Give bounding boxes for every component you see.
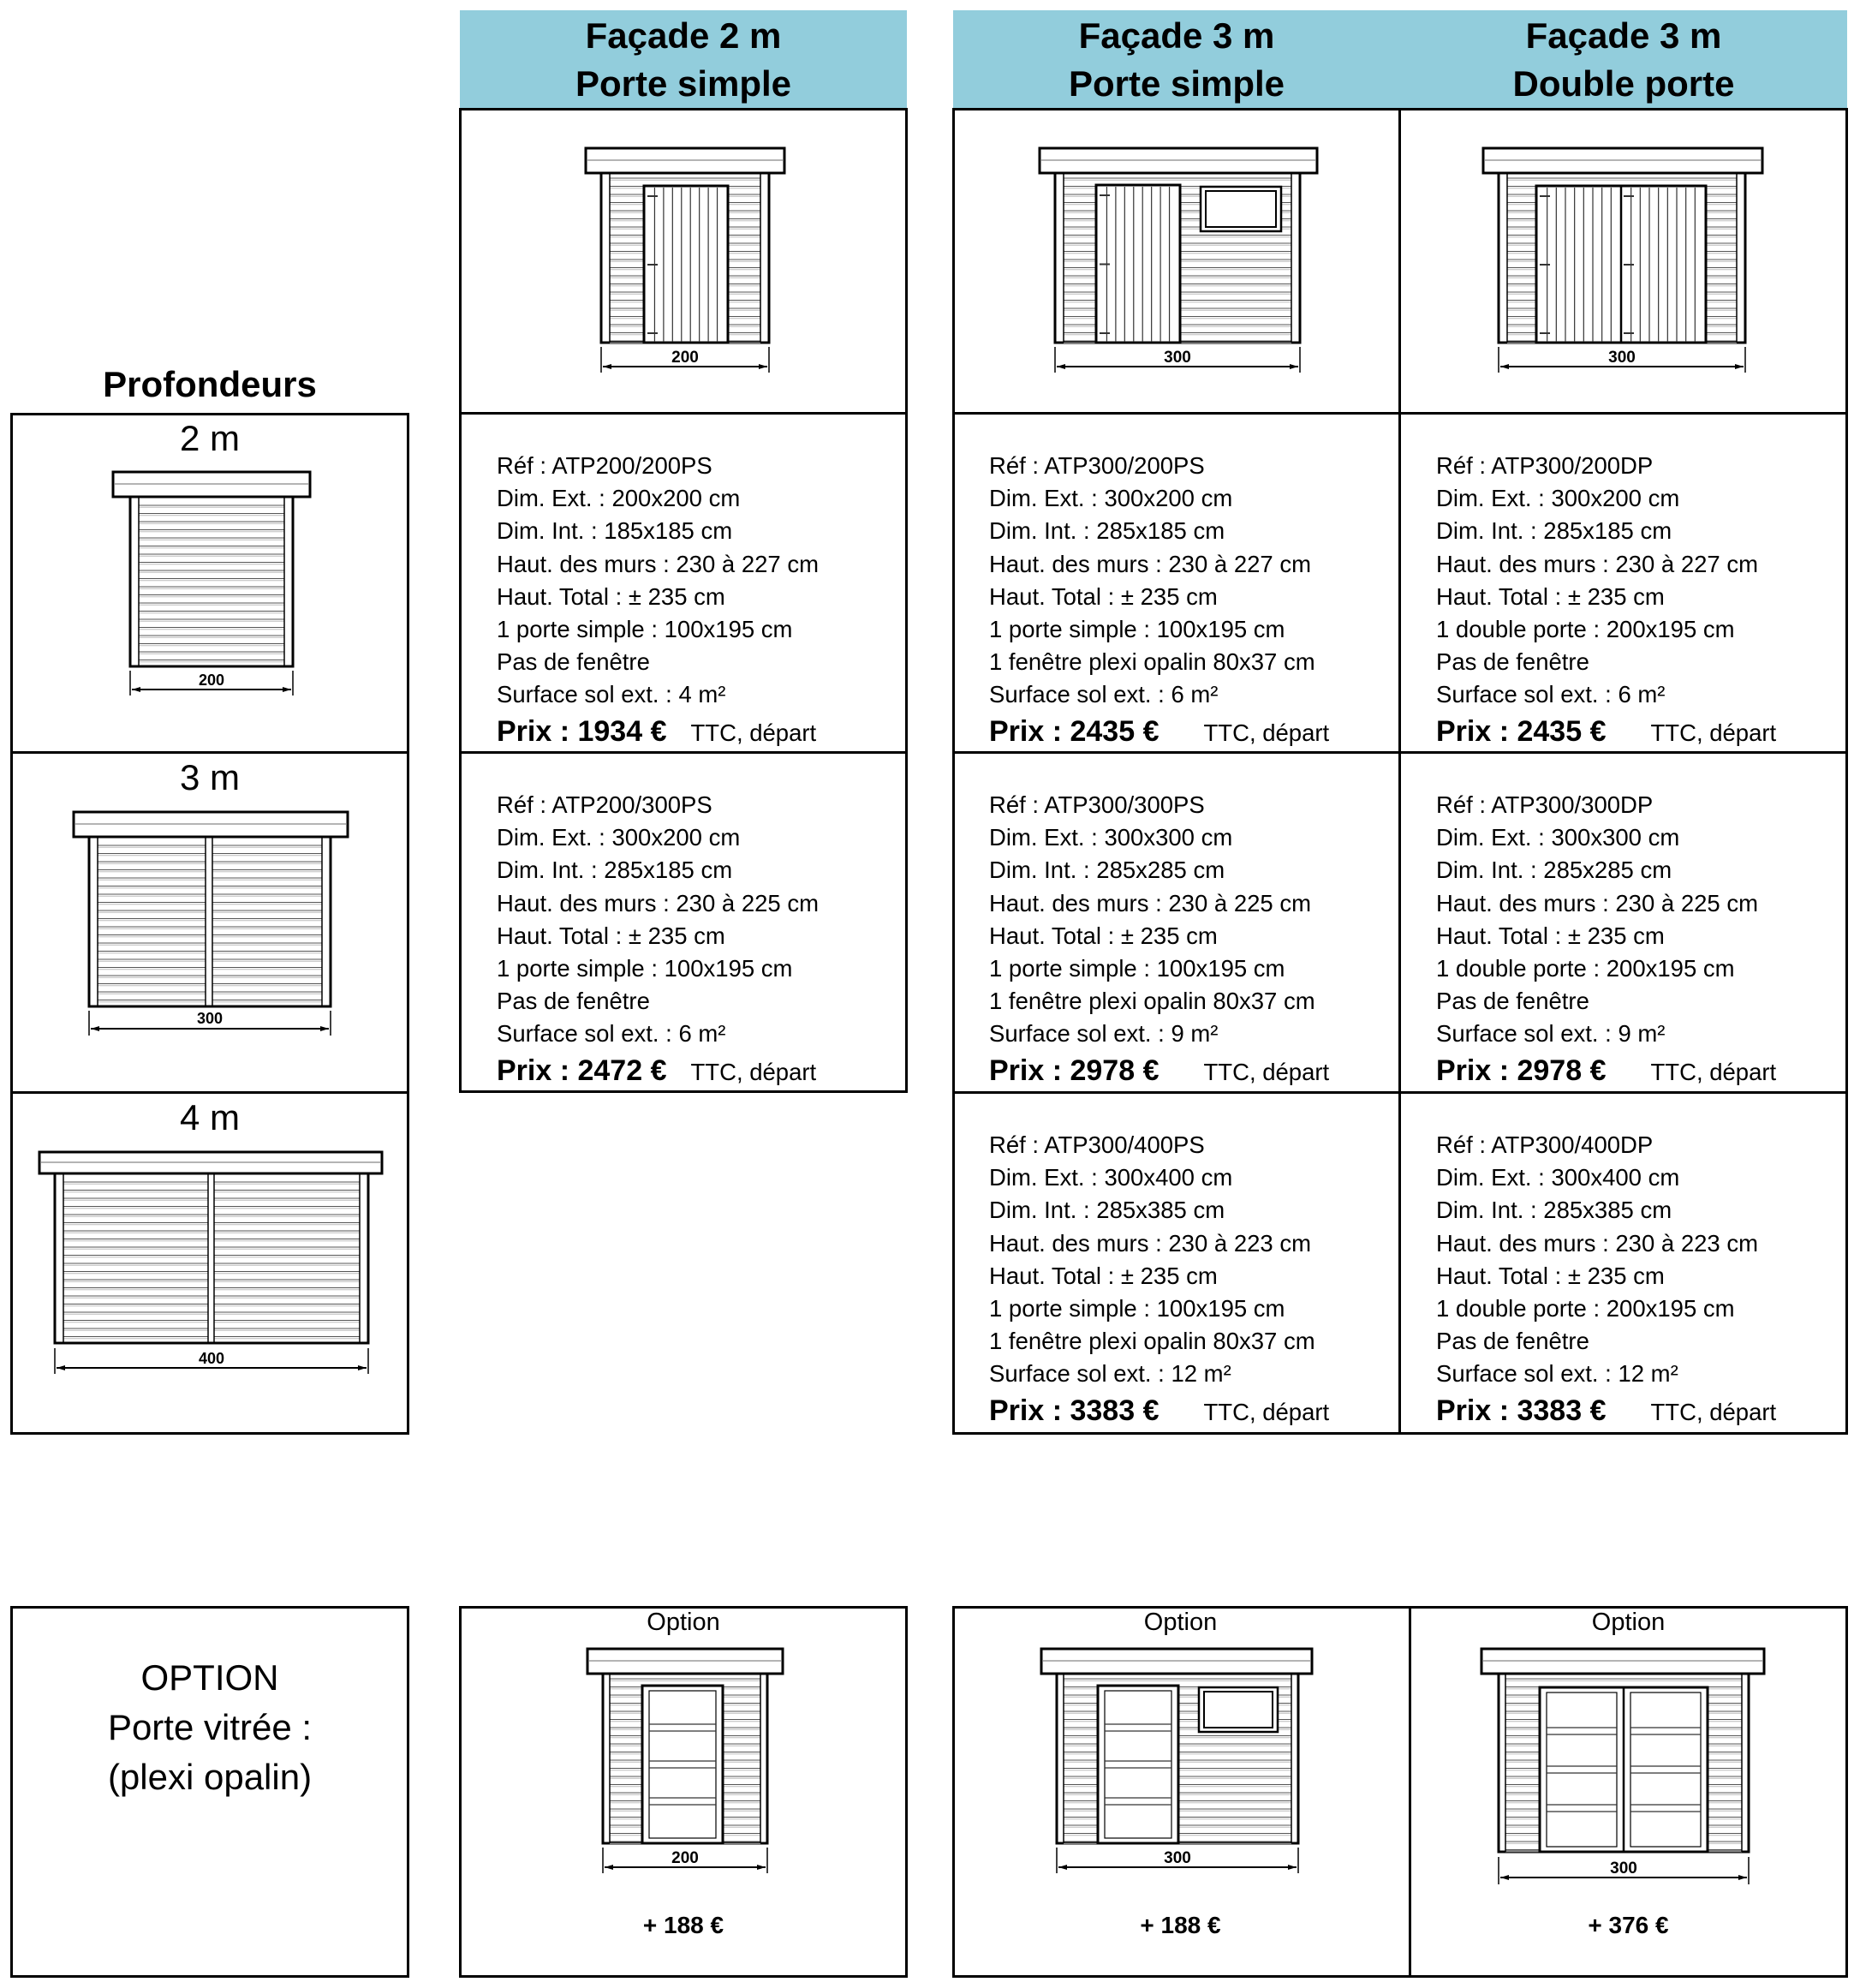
- spec-total-height: Haut. Total : ± 235 cm: [989, 922, 1218, 949]
- spec-total-height: Haut. Total : ± 235 cm: [1436, 922, 1665, 949]
- product-card-atp200-300ps: [497, 789, 819, 1089]
- option-svg: [1478, 1646, 1769, 1890]
- price-line: [497, 715, 819, 749]
- spec-total-height: Haut. Total : ± 235 cm: [497, 922, 725, 949]
- spec-wall-height: Haut. des murs : 230 à 223 cm: [1436, 1229, 1759, 1257]
- price: Prix : 2435 €: [1436, 714, 1607, 748]
- column-header-line1: Façade 3 m: [1078, 15, 1275, 56]
- spec-reference: Réf : ATP300/300DP: [1436, 791, 1654, 818]
- row-divider: [10, 751, 409, 754]
- option-title: Option: [1143, 1609, 1218, 1636]
- option-svg: [584, 1646, 790, 1882]
- option-svg: [1038, 1646, 1320, 1882]
- column-divider: [1398, 108, 1401, 1435]
- spec-floor-surface: Surface sol ext. : 6 m²: [1436, 681, 1666, 708]
- dimension-label: 300: [1164, 1849, 1191, 1867]
- facade-svg: [582, 146, 788, 381]
- spec-wall-height: Haut. des murs : 230 à 225 cm: [1436, 889, 1759, 916]
- product-card-atp300-300ps: [989, 789, 1329, 1089]
- depth-label-4m: 4 m: [179, 1097, 240, 1137]
- depths-title: Profondeurs: [103, 364, 317, 404]
- spec-floor-surface: Surface sol ext. : 9 m²: [1436, 1020, 1666, 1048]
- price-line: [989, 1394, 1329, 1429]
- spec-door: 1 porte simple : 100x195 cm: [497, 616, 793, 643]
- row-divider: [459, 412, 908, 415]
- side-view-svg: [111, 469, 317, 701]
- spec-window: 1 fenêtre plexi opalin 80x37 cm: [989, 648, 1315, 676]
- column-header-facade-3m-double-porte: [1400, 10, 1847, 109]
- option-label: [10, 1653, 409, 1802]
- spec-door: 1 porte simple : 100x195 cm: [989, 616, 1285, 643]
- row-divider: [459, 751, 908, 754]
- row-divider: [10, 1091, 409, 1094]
- spec-reference: Réf : ATP300/400PS: [989, 1131, 1205, 1158]
- spec-wall-height: Haut. des murs : 230 à 225 cm: [497, 889, 820, 916]
- product-card-atp300-400ps: [989, 1129, 1329, 1429]
- column-header-line2: Double porte: [1512, 63, 1735, 104]
- spec-floor-surface: Surface sol ext. : 9 m²: [989, 1020, 1219, 1048]
- spec-dim-int: Dim. Int. : 285x385 cm: [1436, 1197, 1672, 1224]
- row-divider: [952, 412, 1848, 415]
- option-price: + 376 €: [1588, 1912, 1669, 1938]
- spec-door: 1 porte simple : 100x195 cm: [989, 1295, 1285, 1322]
- side-view-svg: [36, 1149, 387, 1381]
- spec-floor-surface: Surface sol ext. : 12 m²: [989, 1360, 1231, 1388]
- price: Prix : 2978 €: [989, 1054, 1159, 1087]
- price: Prix : 3383 €: [989, 1394, 1159, 1427]
- price-note: TTC, départ: [690, 1058, 817, 1085]
- spec-dim-int: Dim. Int. : 285x385 cm: [989, 1197, 1225, 1224]
- spec-dim-ext: Dim. Ext. : 300x300 cm: [989, 824, 1233, 851]
- spec-floor-surface: Surface sol ext. : 6 m²: [989, 681, 1219, 708]
- spec-window: Pas de fenêtre: [497, 648, 650, 676]
- dimension-label: 300: [1610, 1860, 1637, 1878]
- price-note: TTC, départ: [690, 719, 817, 746]
- price-note: TTC, départ: [1203, 1398, 1330, 1425]
- facade-drawing-2m-porte-simple: [582, 146, 788, 381]
- option-price: + 188 €: [642, 1912, 724, 1938]
- spec-window: Pas de fenêtre: [1436, 988, 1589, 1015]
- dimension-label: 200: [198, 672, 225, 689]
- price: Prix : 3383 €: [1436, 1394, 1607, 1427]
- side-view-drawing-4m: [36, 1149, 387, 1381]
- product-card-atp300-300dp: [1436, 789, 1776, 1089]
- price: Prix : 1934 €: [497, 714, 667, 748]
- side-view-drawing-2m: [111, 469, 317, 701]
- price: Prix : 2435 €: [989, 714, 1159, 748]
- product-card-atp300-400dp: [1436, 1129, 1776, 1429]
- option-label-line3: (plexi opalin): [107, 1757, 313, 1797]
- price-line: [989, 715, 1329, 749]
- price-line: [989, 1054, 1329, 1089]
- spec-dim-int: Dim. Int. : 285x185 cm: [497, 857, 733, 884]
- spec-reference: Réf : ATP300/200PS: [989, 452, 1205, 479]
- spec-total-height: Haut. Total : ± 235 cm: [1436, 582, 1665, 610]
- spec-reference: Réf : ATP300/400DP: [1436, 1131, 1654, 1158]
- spec-floor-surface: Surface sol ext. : 12 m²: [1436, 1360, 1678, 1388]
- option-drawing-3m-double-porte-vitree: [1478, 1646, 1769, 1890]
- column-header-line2: Porte simple: [575, 63, 792, 104]
- facade-svg: [1036, 146, 1319, 381]
- dimension-label: 200: [671, 349, 699, 367]
- facade-drawing-3m-porte-simple: [1036, 146, 1319, 381]
- spec-door: 1 double porte : 200x195 cm: [1436, 955, 1735, 982]
- column-header-line2: Porte simple: [1068, 63, 1285, 104]
- option-drawing-2m-porte-vitree: [584, 1646, 790, 1882]
- spec-dim-ext: Dim. Ext. : 300x200 cm: [497, 824, 741, 851]
- spec-dim-ext: Dim. Ext. : 300x400 cm: [1436, 1164, 1680, 1191]
- dimension-label: 200: [671, 1849, 699, 1867]
- price-line: [1436, 715, 1776, 749]
- price-note: TTC, départ: [1650, 719, 1777, 746]
- spec-window: 1 fenêtre plexi opalin 80x37 cm: [989, 988, 1315, 1015]
- column-header-facade-2m-porte-simple: [460, 10, 907, 109]
- price-line: [497, 1054, 819, 1089]
- spec-dim-ext: Dim. Ext. : 300x400 cm: [989, 1164, 1233, 1191]
- price-note: TTC, départ: [1650, 1398, 1777, 1425]
- spec-dim-int: Dim. Int. : 185x185 cm: [497, 517, 733, 545]
- spec-wall-height: Haut. des murs : 230 à 227 cm: [497, 550, 820, 577]
- option-label-line2: Porte vitrée :: [107, 1707, 313, 1747]
- spec-floor-surface: Surface sol ext. : 6 m²: [497, 1020, 726, 1048]
- option-label-line1: OPTION: [140, 1657, 279, 1698]
- price: Prix : 2472 €: [497, 1054, 667, 1087]
- dimension-label: 300: [196, 1010, 224, 1027]
- facade-svg: [1480, 146, 1767, 381]
- column-header-facade-3m-porte-simple: [953, 10, 1400, 109]
- price-note: TTC, départ: [1203, 1058, 1330, 1085]
- spec-total-height: Haut. Total : ± 235 cm: [1436, 1262, 1665, 1289]
- spec-door: 1 porte simple : 100x195 cm: [497, 955, 793, 982]
- spec-total-height: Haut. Total : ± 235 cm: [989, 582, 1218, 610]
- spec-dim-int: Dim. Int. : 285x185 cm: [1436, 517, 1672, 545]
- spec-dim-ext: Dim. Ext. : 300x300 cm: [1436, 824, 1680, 851]
- facade-drawing-3m-double-porte: [1480, 146, 1767, 381]
- spec-floor-surface: Surface sol ext. : 4 m²: [497, 681, 726, 708]
- dimension-label: 300: [1608, 349, 1636, 367]
- spec-door: 1 double porte : 200x195 cm: [1436, 1295, 1735, 1322]
- spec-door: 1 double porte : 200x195 cm: [1436, 616, 1735, 643]
- spec-dim-int: Dim. Int. : 285x285 cm: [1436, 857, 1672, 884]
- price-note: TTC, départ: [1650, 1058, 1777, 1085]
- spec-wall-height: Haut. des murs : 230 à 227 cm: [1436, 550, 1759, 577]
- spec-dim-int: Dim. Int. : 285x185 cm: [989, 517, 1225, 545]
- spec-window: Pas de fenêtre: [1436, 648, 1589, 676]
- price-line: [1436, 1394, 1776, 1429]
- side-view-drawing-3m: [70, 809, 353, 1041]
- spec-window: Pas de fenêtre: [497, 988, 650, 1015]
- row-divider: [952, 1091, 1848, 1094]
- product-card-atp300-200dp: [1436, 450, 1776, 749]
- spec-total-height: Haut. Total : ± 235 cm: [989, 1262, 1218, 1289]
- spec-window: 1 fenêtre plexi opalin 80x37 cm: [989, 1328, 1315, 1355]
- blank-area: [456, 1094, 910, 1454]
- price: Prix : 2978 €: [1436, 1054, 1607, 1087]
- product-card-atp300-200ps: [989, 450, 1329, 749]
- spec-door: 1 porte simple : 100x195 cm: [989, 955, 1285, 982]
- option-drawing-3m-porte-vitree-fenetre: [1038, 1646, 1320, 1882]
- side-view-svg: [70, 809, 353, 1041]
- spec-dim-ext: Dim. Ext. : 300x200 cm: [1436, 485, 1680, 512]
- spec-wall-height: Haut. des murs : 230 à 225 cm: [989, 889, 1312, 916]
- price-note: TTC, départ: [1203, 719, 1330, 746]
- spec-reference: Réf : ATP300/300PS: [989, 791, 1205, 818]
- spec-reference: Réf : ATP300/200DP: [1436, 452, 1654, 479]
- spec-wall-height: Haut. des murs : 230 à 223 cm: [989, 1229, 1312, 1257]
- spec-total-height: Haut. Total : ± 235 cm: [497, 582, 725, 610]
- option-title: Option: [1591, 1609, 1666, 1636]
- spec-reference: Réf : ATP200/200PS: [497, 452, 712, 479]
- row-divider: [952, 751, 1848, 754]
- spec-dim-ext: Dim. Ext. : 300x200 cm: [989, 485, 1233, 512]
- spec-wall-height: Haut. des murs : 230 à 227 cm: [989, 550, 1312, 577]
- column-header-line1: Façade 2 m: [585, 15, 782, 56]
- dimension-label: 300: [1164, 349, 1191, 367]
- option-title: Option: [647, 1609, 720, 1636]
- product-card-atp200-200ps: [497, 450, 819, 749]
- depth-label-2m: 2 m: [179, 418, 240, 458]
- depth-label-3m: 3 m: [179, 757, 240, 797]
- price-line: [1436, 1054, 1776, 1089]
- spec-reference: Réf : ATP200/300PS: [497, 791, 712, 818]
- dimension-label: 400: [198, 1350, 225, 1367]
- spec-dim-ext: Dim. Ext. : 200x200 cm: [497, 485, 741, 512]
- spec-window: Pas de fenêtre: [1436, 1328, 1589, 1355]
- column-header-line1: Façade 3 m: [1525, 15, 1722, 56]
- spec-dim-int: Dim. Int. : 285x285 cm: [989, 857, 1225, 884]
- option-price: + 188 €: [1140, 1912, 1221, 1938]
